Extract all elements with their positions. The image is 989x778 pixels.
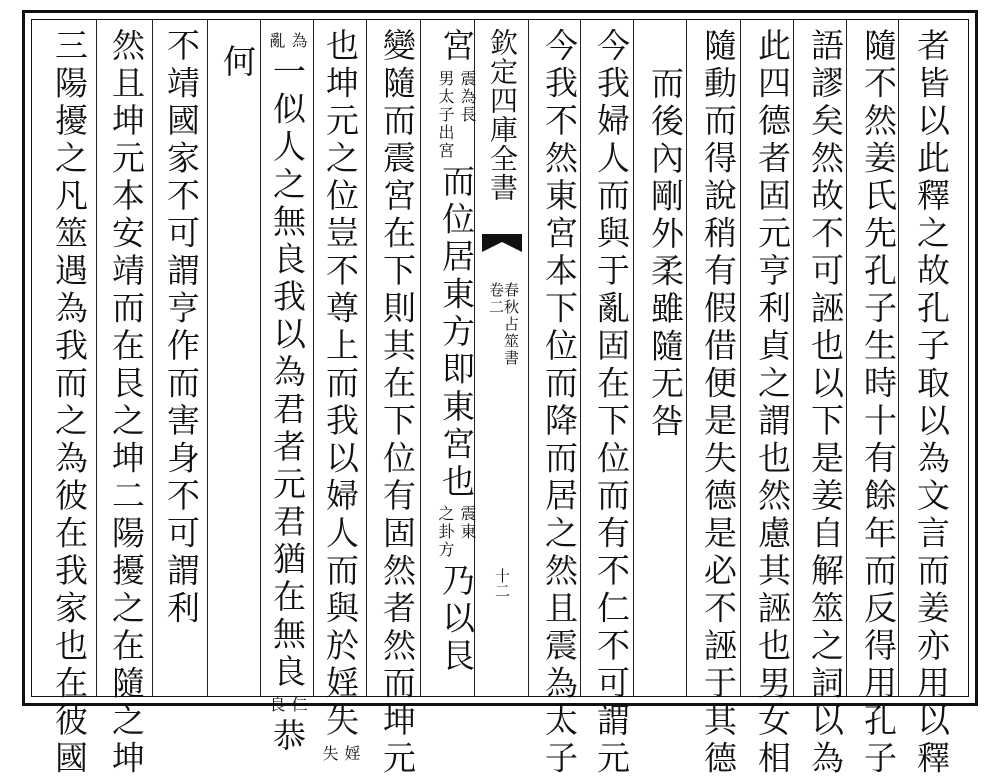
note-line: 仁	[289, 695, 308, 714]
main-text: 恭	[268, 717, 307, 755]
main-text: 而位居東方即東宮也	[437, 163, 476, 501]
column-rule	[207, 20, 208, 696]
main-text: 也坤元之位豈不尊上而我以婦人而與於婬失	[321, 28, 360, 741]
text-column-annotated	[314, 28, 366, 763]
text-column: 隨動而得說稍有假借便是失德是必不誣于其德	[699, 28, 738, 778]
book-info	[488, 282, 518, 367]
column-rule	[152, 20, 153, 696]
text-column: 三陽擾之凡筮遇為我而之為彼在我家也在彼國	[50, 28, 89, 778]
interlinear-note	[265, 32, 309, 50]
interlinear-note	[318, 745, 362, 763]
text-column: 今我不然東宮本下位而降而居之然且震為太子	[540, 28, 579, 778]
text-column: 語謬矣然故不可誣也以下是姜自解筮之詞以為	[806, 28, 845, 778]
text-column-annotated	[430, 28, 482, 692]
note-line: 震為長	[458, 69, 477, 124]
text-column: 隨不然姜氏先孔子生時十有餘年而反得用孔子	[859, 28, 898, 778]
main-text: 一似人之無良我以為君者元君猶在無良	[268, 54, 307, 692]
center-binding-column	[480, 20, 524, 696]
text-column: 者皆以此釋之故孔子取以為文言而姜亦用以釋	[912, 28, 951, 778]
fishtail-mark-icon	[482, 234, 522, 260]
volume-label: 卷二	[487, 282, 505, 316]
text-column: 而後內剛外柔雖隨无咎	[646, 66, 685, 441]
column-rule	[366, 20, 367, 696]
text-column: 今我婦人而與于亂固在下位而有不仁不可謂元	[592, 28, 631, 778]
main-text: 乃以艮	[437, 563, 476, 676]
page-number: 十二	[493, 568, 511, 598]
note-line: 之卦方	[436, 505, 455, 559]
text-column: 然且坤元本安靖而在艮之坤二陽擾之在隨之坤	[107, 28, 146, 778]
text-column: 何	[218, 44, 257, 82]
note-line: 亂	[267, 32, 286, 50]
main-text: 宮	[437, 28, 476, 66]
note-line: 為	[289, 32, 308, 50]
text-column: 變隨而震宮在下則其在下位有固然者然而坤元	[378, 28, 417, 778]
note-line: 震東	[458, 505, 477, 541]
note-line: 婬	[342, 744, 361, 763]
column-rule	[96, 20, 97, 696]
text-column: 此四德者固元亨利貞之謂也然慮其誣也男女相	[753, 28, 792, 778]
interlinear-note	[434, 505, 478, 559]
text-column-annotated	[261, 28, 313, 755]
book-title: 春秋占筮書	[502, 282, 520, 367]
note-line: 良	[267, 695, 286, 714]
interlinear-note	[265, 696, 309, 714]
note-line: 男太子出宮	[436, 69, 455, 160]
collection-title: 欽定四庫全書	[486, 28, 519, 202]
text-column: 不靖國家不可謂亨作而害身不可謂利	[162, 28, 201, 628]
note-line: 失	[320, 744, 339, 763]
column-rule	[528, 20, 529, 696]
interlinear-note	[434, 70, 478, 160]
